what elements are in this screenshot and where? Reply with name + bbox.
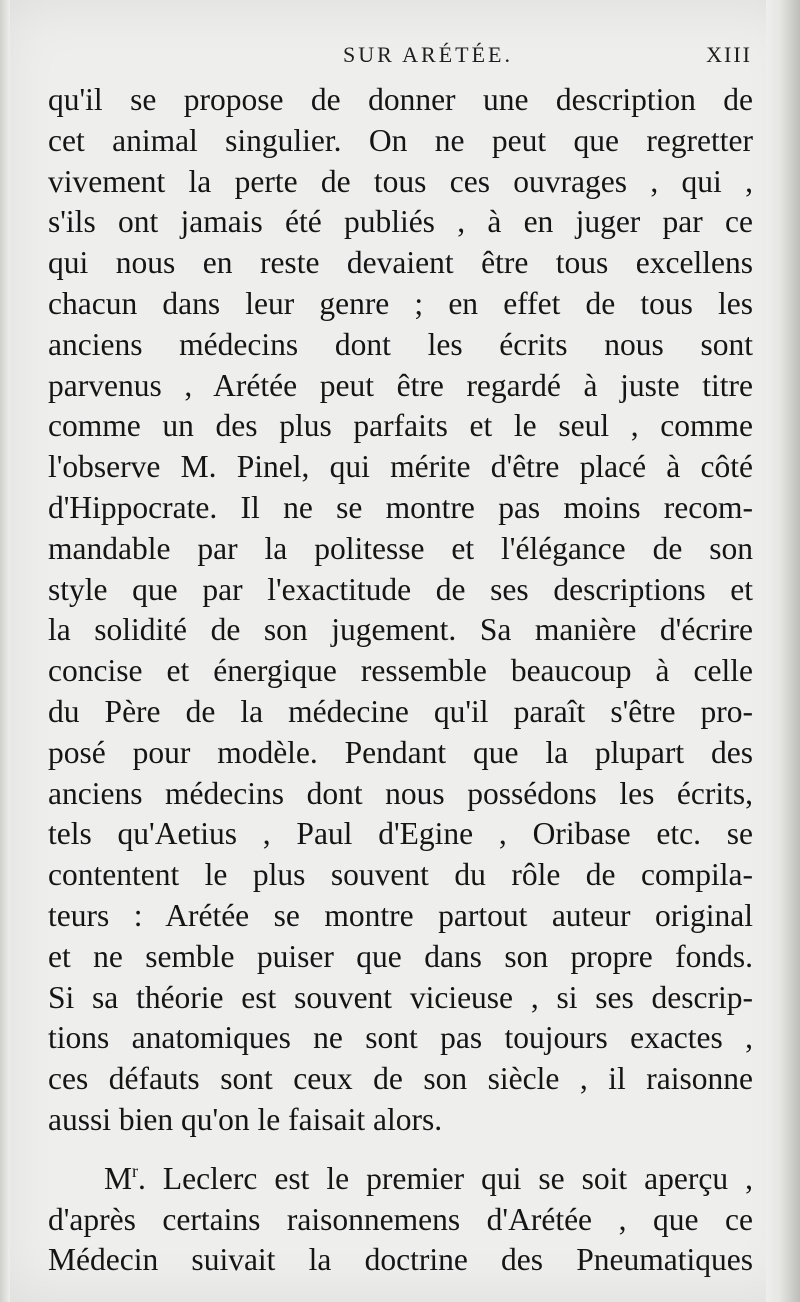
text-line: style que par l'exactitude de ses descriptions et [48, 571, 753, 607]
page-right-edge [766, 0, 800, 1302]
text-line: d'Hippocrate. Il ne se montre pas moins recom- [48, 489, 753, 525]
text-line: anciens médecins dont les écrits nous sont [48, 326, 753, 362]
text-line: l'observe M. Pinel, qui mérite d'être placé à côté [48, 449, 753, 485]
text-fragment: M [104, 1160, 133, 1196]
text-line: tions anatomiques ne sont pas toujours exactes , [48, 1020, 753, 1056]
body-text [48, 80, 753, 1281]
superscript: r [132, 1160, 139, 1181]
text-line: concise et énergique ressemble beaucoup à celle [48, 653, 753, 689]
text-line: aussi bien qu'on le faisait alors. [48, 1101, 443, 1137]
page-header [48, 42, 752, 76]
text-line-first [48, 1159, 753, 1200]
text-line: contentent le plus souvent du rôle de compila- [48, 857, 753, 893]
text-line: s'ils ont jamais été publiés , à en juger par ce [48, 204, 753, 240]
paragraph-2 [48, 1159, 753, 1281]
running-head: SUR ARÉTÉE. [343, 42, 513, 67]
text-line: tels qu'Aetius , Paul d'Egine , Oribase etc. se [48, 816, 753, 852]
text-line: Médecin suivait la doctrine des Pneumatiques [48, 1242, 753, 1278]
text-line: posé pour modèle. Pendant que la plupart des [48, 734, 753, 770]
text-line: Si sa théorie est souvent vicieuse , si ses descrip- [48, 979, 753, 1015]
page-number: XIII [706, 42, 752, 67]
text-line: et ne semble puiser que dans son propre fonds. [48, 938, 753, 974]
text-fragment: . Leclerc est le premier qui se soit aperçu , [138, 1160, 753, 1196]
text-line: la solidité de son jugement. Sa manière d'écrire [48, 612, 753, 648]
text-line: teurs : Arétée se montre partout auteur original [48, 897, 753, 933]
text-line: qui nous en reste devaient être tous excellens [48, 245, 753, 281]
text-line: ces défauts sont ceux de son siècle , il raisonne [48, 1061, 753, 1097]
text-line: d'après certains raisonnemens d'Arétée , que ce [48, 1201, 753, 1237]
text-line: vivement la perte de tous ces ouvrages , qui , [48, 163, 753, 199]
text-line: parvenus , Arétée peut être regardé à juste titre [48, 367, 753, 403]
text-line: comme un des plus parfaits et le seul , comme [48, 408, 753, 444]
paragraph-1 [48, 80, 753, 1141]
text-line: cet animal singulier. On ne peut que regretter [48, 122, 753, 158]
text-line: qu'il se propose de donner une description de [48, 82, 753, 117]
text-line: anciens médecins dont nous possédons les écrits, [48, 775, 753, 811]
page-left-edge [0, 0, 10, 1302]
text-line: mandable par la politesse et l'élégance de son [48, 530, 753, 566]
paragraph-gap [48, 1141, 753, 1159]
text-line: chacun dans leur genre ; en effet de tous les [48, 285, 753, 321]
text-line: du Père de la médecine qu'il paraît s'être pro- [48, 693, 753, 729]
